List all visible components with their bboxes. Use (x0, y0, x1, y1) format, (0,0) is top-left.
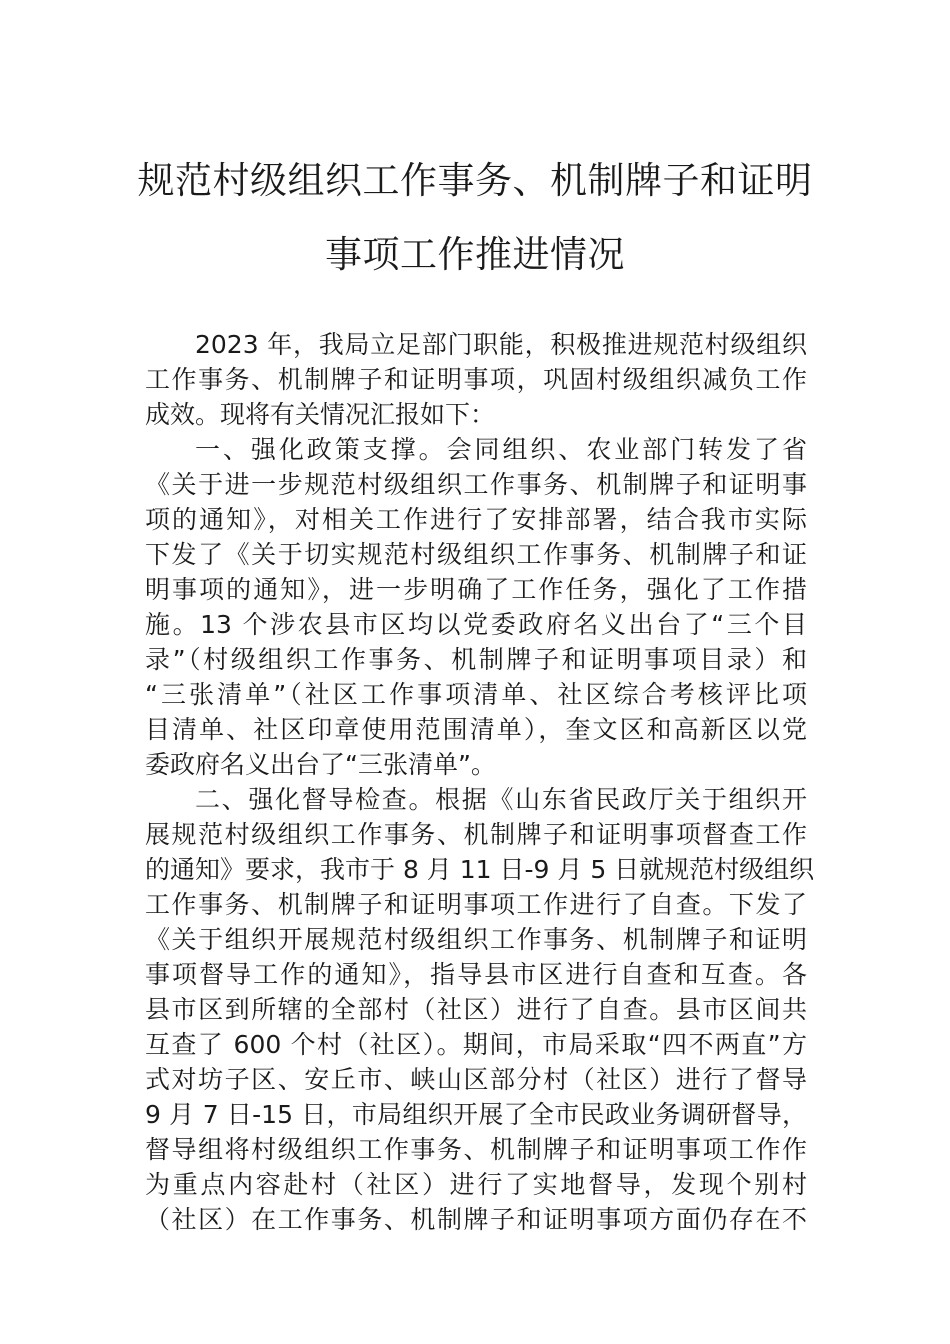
text-line: “三张清单”（社区工作事项清单、社区综合考核评比项 (145, 680, 807, 709)
document-title (120, 159, 830, 276)
text-line: 《关于进一步规范村级组织工作事务、机制牌子和证明事 (145, 470, 807, 499)
text-line: 成效。现将有关情况汇报如下： (145, 400, 496, 429)
text-line: 式对坊子区、安丘市、峡山区部分村（社区）进行了督导 (145, 1065, 807, 1094)
text-line: 目清单、社区印章使用范围清单），奎文区和高新区以党 (145, 715, 807, 744)
paragraph-intro (145, 327, 807, 432)
text-line: 为重点内容赴村（社区）进行了实地督导，发现个别村 (145, 1170, 807, 1199)
text-line: 明事项的通知》，进一步明确了工作任务，强化了工作措 (145, 575, 807, 604)
text-line: 项的通知》，对相关工作进行了安排部署，结合我市实际 (145, 505, 807, 534)
text-line: 工作事务、机制牌子和证明事项工作进行了自查。下发了 (145, 890, 807, 919)
text-line: 《关于组织开展规范村级组织工作事务、机制牌子和证明 (145, 925, 807, 954)
paragraph-policy-support (145, 432, 807, 782)
text-line: （社区）在工作事务、机制牌子和证明事项方面仍存在不 (145, 1205, 807, 1234)
text-line: 录”（村级组织工作事务、机制牌子和证明事项目录）和 (145, 645, 807, 674)
paragraph-supervision (145, 782, 815, 1237)
document-body (145, 327, 815, 1237)
text-line: 展规范村级组织工作事务、机制牌子和证明事项督查工作 (145, 820, 807, 849)
text-line: 委政府名义出台了“三张清单”。 (145, 750, 496, 779)
title-line-2: 事项工作推进情况 (325, 233, 625, 276)
text-line: 9 月 7 日-15 日，市局组织开展了全市民政业务调研督导， (145, 1100, 807, 1129)
text-line: 工作事务、机制牌子和证明事项，巩固村级组织减负工作 (145, 365, 807, 394)
text-line: 互查了 600 个村（社区）。期间，市局采取“四不两直”方 (145, 1030, 807, 1059)
text-line: 县市区到所辖的全部村（社区）进行了自查。县市区间共 (145, 995, 807, 1024)
text-line: 事项督导工作的通知》，指导县市区进行自查和互查。各 (145, 960, 807, 989)
text-line: 施。13 个涉农县市区均以党委政府名义出台了“三个目 (145, 610, 807, 639)
text-line: 下发了《关于切实规范村级组织工作事务、机制牌子和证 (145, 540, 807, 569)
text-line: 二、强化督导检查。根据《山东省民政厅关于组织开 (195, 785, 807, 814)
text-line: 督导组将村级组织工作事务、机制牌子和证明事项工作作 (145, 1135, 807, 1164)
text-line: 2023 年，我局立足部门职能，积极推进规范村级组织 (195, 330, 807, 359)
title-line-1: 规范村级组织工作事务、机制牌子和证明 (137, 159, 813, 202)
text-line: 一、强化政策支撑。会同组织、农业部门转发了省 (195, 435, 807, 464)
text-line: 的通知》要求，我市于 8 月 11 日-9 月 5 日就规范村级组织 (145, 855, 815, 884)
